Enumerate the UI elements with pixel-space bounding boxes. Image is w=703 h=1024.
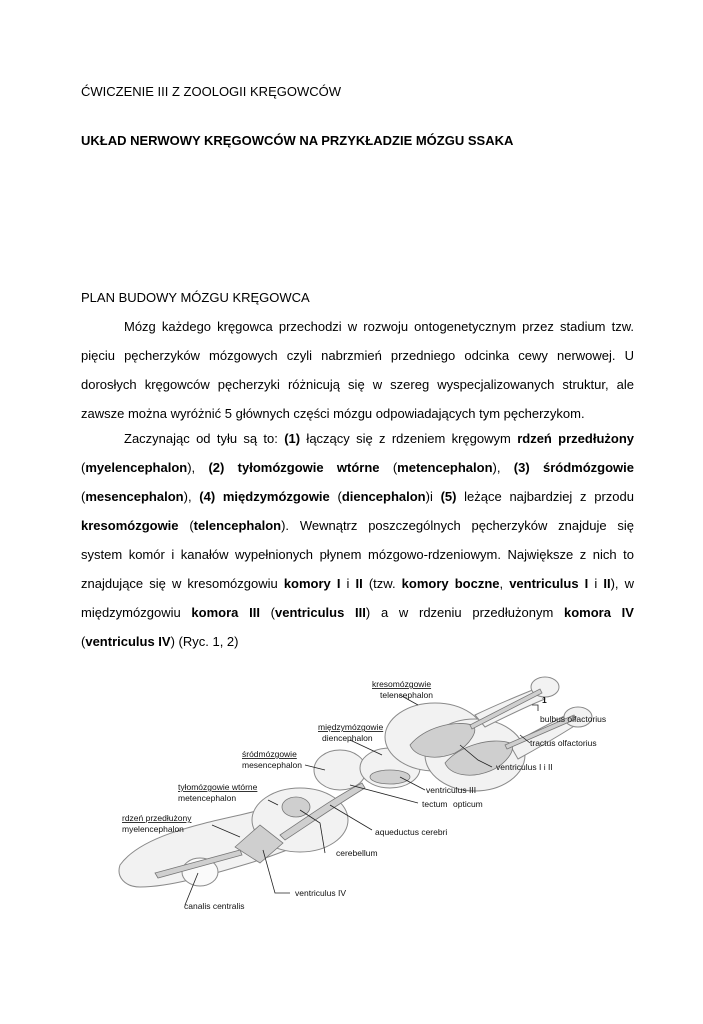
section-heading: PLAN BUDOWY MÓZGU KRĘGOWCA [81,290,310,305]
brain-diagram [100,665,640,925]
ventriculus-3-shape [370,770,410,784]
text-run: ). Wewnątrz poszczególnych pęcherzyków znajduje się system komór i kanałów wypełnionych płynem mózgowo-rdzeniowym. Największe z nich to znajdujące się w kresomózgowiu [81,518,634,591]
olfactory-duct-upper [470,689,542,729]
text-run: , [499,576,510,591]
paragraph-intro: Mózg każdego kręgowca przechodzi w rozwoju ontogenetycznym przez stadium tzw. pięciu pęcherzyków mózgowych czyli nabrzmień przedniego odcinka cewy nerwowej. U dorosłych kręgowców pęcherzyki różnicują się w szereg wyspecjalizowanych struktur, ale zawsze można wyróżnić 5 głównych części mózgu odpowiadających tym pęcherzykom. [81,319,634,421]
text-run: ), [492,460,514,475]
label-ventriculus-4: ventriculus IV [295,888,347,898]
label-canalis: canalis centralis [184,901,245,911]
bold-term: (4) międzymózgowie [199,489,330,504]
text-run: leżące najbardziej z przodu [456,489,634,504]
bold-term: II [603,576,611,591]
label-numeral-1: 1 [542,695,547,705]
text-run: )i [425,489,441,504]
label-telencephalon: telencephalon [380,690,433,700]
text-run: ( [329,489,342,504]
bold-term: II [355,576,363,591]
label-cerebellum: cerebellum [336,848,378,858]
bold-term: (5) [440,489,457,504]
text-run: łączący się z rdzeniem kręgowym [300,431,518,446]
text-run: ) (Ryc. 1, 2) [170,634,239,649]
text-run: ( [259,605,275,620]
text-run: ( [81,489,86,504]
bold-term: rdzeń przedłużony [517,431,635,446]
label-diencephalon: diencephalon [322,733,373,743]
bold-term: komory I [283,576,341,591]
leader-bulbus [532,705,538,711]
label-aqueductus: aqueductus cerebri [375,827,448,837]
text-run: ( [81,460,86,475]
bold-term: (2) tyłomózgowie wtórne [208,460,380,475]
brain-diagram-svg [100,665,640,925]
label-ventriculus-1-2: ventriculus I i II [496,762,553,772]
exercise-title: ĆWICZENIE III Z ZOOLOGII KRĘGOWCÓW [81,84,341,99]
bold-term: diencephalon [341,489,426,504]
text-run: ), [183,489,200,504]
mesencephalon-outline [314,750,366,790]
text-run: ), w międzymózgowiu [81,576,634,620]
bold-term: ventriculus IV [85,634,171,649]
text-run: ( [81,634,86,649]
text-run: ( [178,518,194,533]
text-run: ( [379,460,398,475]
main-heading: UKŁAD NERWOWY KRĘGOWCÓW NA PRZYKŁADZIE MÓZGU SSAKA [81,133,514,148]
bold-term: (3) śródmózgowie [513,460,634,475]
bold-term: (1) [284,431,301,446]
text-run: ) a w rdzeniu przedłużonym [365,605,564,620]
label-metencephalon: metencephalon [178,793,237,803]
text-run: i [588,576,604,591]
label-tractus: tractus olfactorius [530,738,597,748]
label-mesencephalon: mesencephalon [242,760,303,770]
bold-term: ventriculus I [509,576,589,591]
label-ventriculus-3: ventriculus III [426,785,477,795]
bold-term: komora III [191,605,260,620]
text-run: i [340,576,356,591]
bold-term: myelencephalon [85,460,188,475]
text-run: Zaczynając od tyłu są to: [124,431,285,446]
label-kresomozgowie: kresomózgowie [372,679,432,689]
text-run: ), [187,460,209,475]
bold-term: telencephalon [193,518,282,533]
label-miedzymozgowie: międzymózgowie [318,722,384,732]
paragraph-brain-parts [81,424,634,656]
label-tylomozgowie: tyłomózgowie wtórne [178,782,258,792]
bold-term: komora IV [564,605,634,620]
bold-term: komory boczne [401,576,500,591]
bold-term: ventriculus III [274,605,366,620]
label-srodmozgowie: śródmózgowie [242,749,297,759]
bold-term: metencephalon [397,460,493,475]
label-rdzen: rdzeń przedłużony [122,813,192,823]
label-bulbus: bulbus olfactorius [540,714,607,724]
label-myelencephalon: myelencephalon [122,824,184,834]
bold-term: mesencephalon [85,489,184,504]
label-opticum: opticum [453,799,483,809]
text-run: (tzw. [362,576,402,591]
bold-term: kresomózgowie [81,518,179,533]
label-tectum: tectum [422,799,448,809]
